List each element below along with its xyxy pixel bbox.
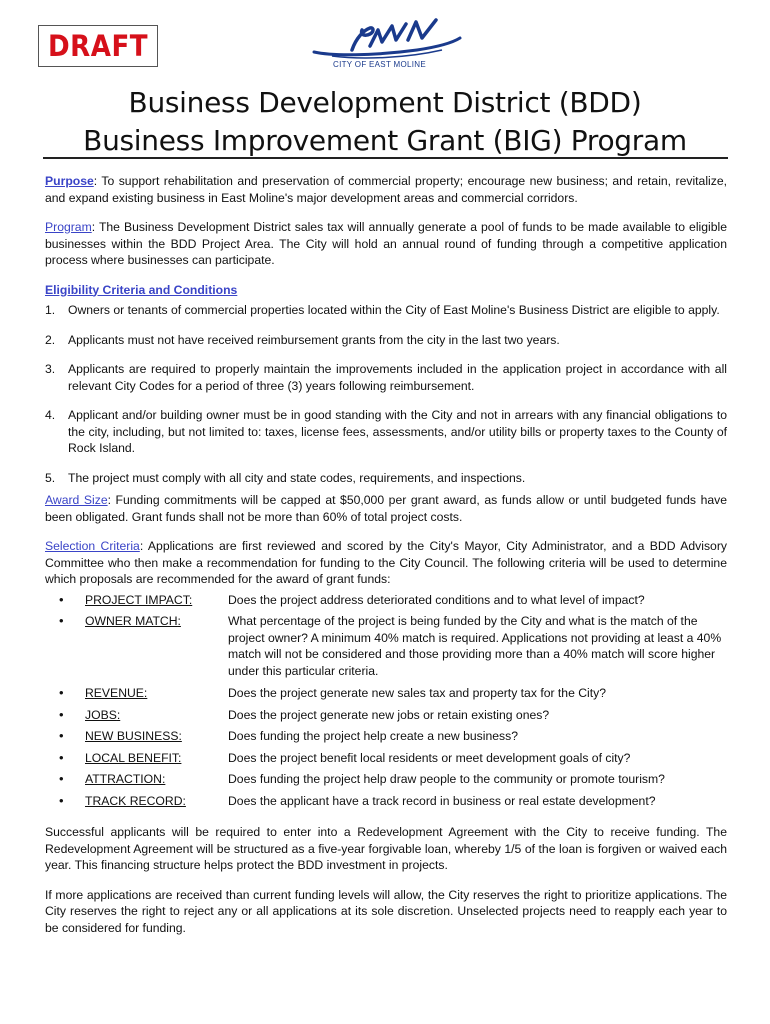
bullet-icon: •: [59, 771, 64, 786]
list-item: 3. Applicants are required to properly maintain the improvements included in the application project in accordance with all relevant City Codes for a period of three (3) years following reimbursement.: [45, 362, 727, 393]
criteria-item: • PROJECT IMPACT: Does the project address deteriorated conditions and to what level of impact?: [59, 591, 645, 607]
list-item: 1. Owners or tenants of commercial properties located within the City of East Moline's Business District are eligible to apply.: [45, 303, 720, 317]
eligibility-heading: Eligibility Criteria and Conditions: [45, 282, 238, 297]
selection-label: Selection Criteria: [45, 539, 140, 553]
list-item: 5. The project must comply with all city and state codes, requirements, and inspections.: [45, 470, 526, 485]
purpose-paragraph: [45, 173, 727, 206]
closing-paragraph-2: If more applications are received than current funding levels will allow, the City reserves the right to prioritize applications. The City reserves the right to reject any or all applications at its sole discretion. Unselected projects need to reapply each year to be considered for funding.: [45, 887, 727, 935]
criteria-item: • OWNER MATCH: What percentage of the project is being funded by the City and what is the match of the project owner? A minimum 40% match is required. Applications not providing at least a 40% match will not be considered and those providing more than a 40% match will score higher under this particular criteria.: [59, 613, 722, 678]
selection-paragraph: [45, 538, 727, 588]
program-text: : The Business Development District sales tax will annually generate a pool of funds to be made available to eligible businesses within the BDD Project Area. The City will hold an annual round of funding through a competitive application process where businesses can participate.: [45, 220, 727, 267]
city-name-text: CITY OF EAST MOLINE: [333, 60, 426, 69]
document-body: [45, 173, 727, 949]
program-paragraph: [45, 219, 727, 269]
purpose-text: : To support rehabilitation and preservation of commercial property; encourage new business; and retain, revitalize, and expand existing business in East Moline's major development areas and commercial corridors.: [45, 174, 727, 205]
award-size-text: : Funding commitments will be capped at $50,000 per grant award, as funds allow or until budgeted funds have been obligated. Grant funds shall not be more than 60% of total project costs.: [45, 493, 728, 524]
criteria-item: • REVENUE: Does the project generate new sales tax and property tax for the City?: [59, 685, 607, 700]
page-title-line-2: Business Improvement Grant (BIG) Program: [83, 124, 687, 157]
emw-logo-icon: [312, 16, 462, 64]
list-item: 4. Applicant and/or building owner must be in good standing with the City and not in arrears with any financial obligations to the city, including, but not limited to: taxes, license fees, assessments, and/or utility bills or property taxes to the County of Rock Island.: [45, 408, 727, 455]
criteria-item: • ATTRACTION: Does funding the project help draw people to the community or promote tourism?: [59, 771, 665, 786]
award-size-label: Award Size: [45, 493, 108, 507]
bullet-icon: •: [59, 749, 64, 765]
criteria-list: [45, 592, 727, 810]
criteria-item: • JOBS: Does the project generate new jobs or retain existing ones?: [59, 706, 550, 722]
purpose-label: Purpose: [45, 174, 94, 188]
criteria-item: • TRACK RECORD: Does the applicant have a track record in business or real estate development?: [59, 792, 656, 808]
eligibility-list: [45, 302, 727, 486]
criteria-item: • LOCAL BENEFIT: Does the project benefit local residents or meet development goals of city?: [59, 749, 631, 765]
draft-stamp: DRAFT: [38, 25, 158, 67]
title-divider: [43, 157, 728, 159]
bullet-icon: •: [59, 792, 64, 808]
program-label: Program: [45, 220, 92, 234]
criteria-item: • NEW BUSINESS: Does funding the project help create a new business?: [59, 728, 518, 743]
page-title-line-1: Business Development District (BDD): [128, 86, 642, 119]
bullet-icon: •: [59, 706, 64, 722]
closing-paragraph-1: Successful applicants will be required to enter into a Redevelopment Agreement with the City to receive funding. The Redevelopment Agreement will be structured as a five-year forgivable loan, whereby 1/5 of the loan is forgiven or waived each year. This financing structure helps protect the BDD investment in projects.: [45, 825, 727, 872]
bullet-icon: •: [59, 591, 64, 607]
award-size-paragraph: [45, 492, 727, 525]
bullet-icon: •: [59, 685, 64, 700]
selection-text: : Applications are first reviewed and scored by the City's Mayor, City Administrator, and a BDD Advisory Committee who then make a recommendation for funding to the City Council. The following criteria will be used to determine which proposals are recommended for the award of grant funds:: [45, 539, 727, 586]
list-item: 2. Applicants must not have received reimbursement grants from the city in the last two years.: [45, 332, 560, 347]
bullet-icon: •: [59, 728, 64, 743]
bullet-icon: •: [59, 613, 64, 628]
